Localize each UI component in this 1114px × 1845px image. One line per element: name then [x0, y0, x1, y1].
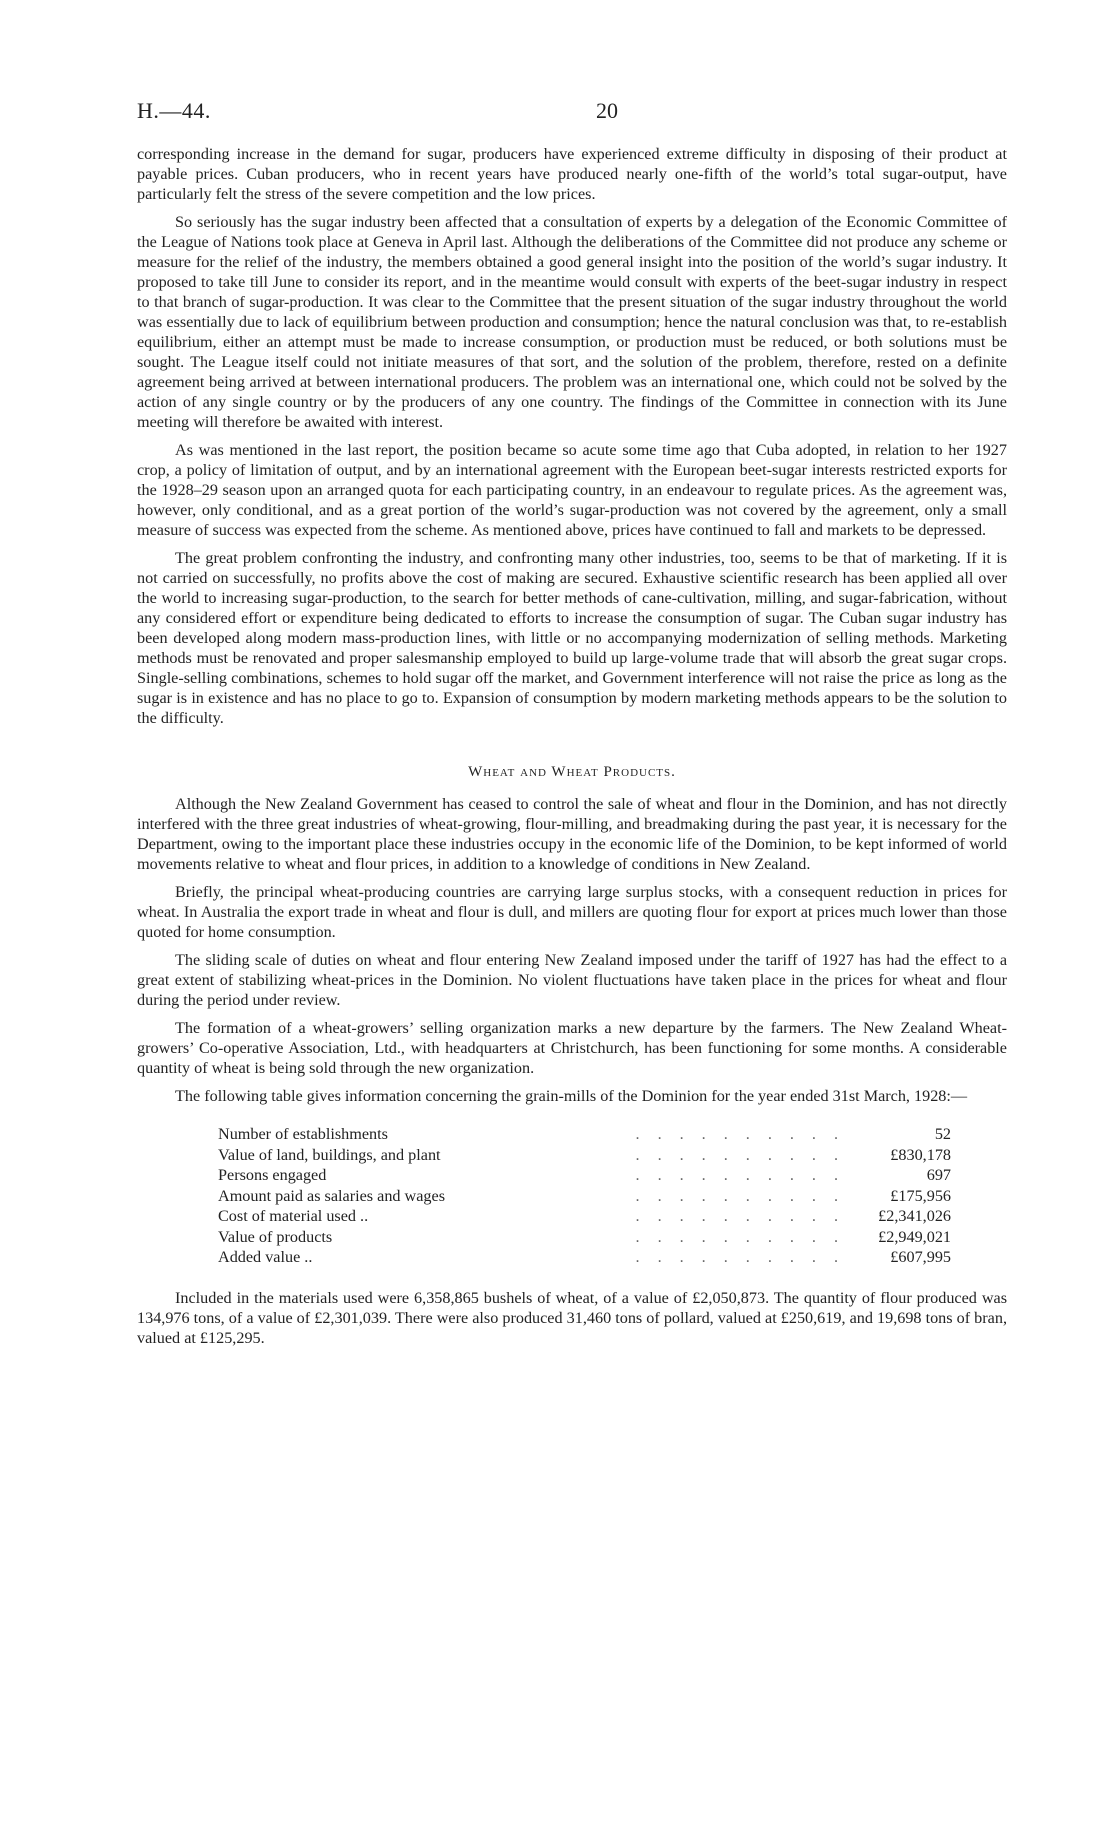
page-body: [137, 144, 1007, 1356]
dot-leader: ..........: [635, 1227, 856, 1246]
paragraph: As was mentioned in the last report, the position became so acute some time ago that Cuba adopted, in relation to her 1927 crop, a policy of limitation of output, and by an international agreement with the European beet-sugar interests restricted exports for the 1928–29 season upon an arranged quota for each participating country, in an endeavour to regulate prices. As the agreement was, however, only conditional, and as a great portion of the world’s sugar-production was not covered by the agreement, only a small measure of success was expected from the scheme. As mentioned above, prices have continued to fall and markets to be depressed.: [137, 441, 1007, 539]
paragraph-continuation: corresponding increase in the demand for sugar, producers have experienced extreme difficulty in disposing of their product at payable prices. Cuban producers, who in recent years have produced nearly one-fifth of the world’s total sugar-output, have particularly felt the stress of the severe competition and the low prices.: [137, 145, 1007, 203]
stat-value: £830,178: [890, 1145, 951, 1164]
paragraph: Although the New Zealand Government has ceased to control the sale of wheat and flour in the Dominion, and has not directly interfered with the three great industries of wheat-growing, flour-milling, and breadmaking during the past year, it is necessary for the Department, owing to the important place these industries occupy in the economic life of the Dominion, to be kept informed of world movements relative to wheat and flour prices, in addition to a knowledge of conditions in New Zealand.: [137, 795, 1007, 873]
paragraph: The formation of a wheat-growers’ selling organization marks a new departure by the farmers. The New Zealand Wheat-growers’ Co-operative Association, Ltd., with headquarters at Christchurch, has been functioning for some months. A considerable quantity of wheat is being sold through the new organization.: [137, 1019, 1007, 1077]
table-row: [218, 1124, 951, 1145]
paragraph: So seriously has the sugar industry been affected that a consultation of experts by a delegation of the Economic Committee of the League of Nations took place at Geneva in April last. Although the deliberations of the Committee did not produce any scheme or measure for the relief of the industry, the members obtained a good general insight into the position of the world’s sugar industry. It proposed to take till June to consider its report, and in the meantime would consult with experts of the beet-sugar industry in respect to that branch of sugar-production. It was clear to the Committee that the present situation of the sugar industry throughout the world was essentially due to lack of equilibrium between production and consumption; hence the natural conclusion was that, to re-establish equilibrium, either an attempt must be made to increase consumption, or production must be reduced, or both solutions must be sought. The League itself could not initiate measures of that sort, and the solution of the problem, therefore, rested on a definite agreement being arrived at between international producers. The problem was an international one, which could not be solved by the action of any single country or by the producers of any one country. The findings of the Committee in connection with its June meeting will therefore be awaited with interest.: [137, 213, 1007, 431]
table-row: [218, 1165, 951, 1186]
table-row: [218, 1206, 951, 1227]
stat-value: 52: [934, 1125, 951, 1143]
paragraph: The great problem confronting the industry, and confronting many other industries, too, seems to be that of marketing. If it is not carried on successfully, no profits above the cost of making are secured. Exhaustive scientific research has been applied all over the world to increasing sugar-production, to the search for better methods of cane-cultivation, milling, and sugar-fabrication, without any considered effort or expenditure being dedicated to efforts to increase the consumption of sugar. The Cuban sugar industry has been developed along modern mass-production lines, with little or no accompanying modernization of selling methods. Marketing methods must be renovated and proper salesmanship employed to build up large-volume trade that will absorb the great sugar crops. Single-selling combinations, schemes to hold sugar off the market, and Government interference will not raise the price as long as the sugar is in existence and has no place to go to. Expansion of consumption by modern marketing methods appears to be the solution to the difficulty.: [137, 549, 1007, 727]
section-heading: Wheat and Wheat Products.: [468, 764, 676, 780]
dot-leader: ..........: [635, 1207, 856, 1225]
table-row: [218, 1186, 951, 1207]
grain-mills-statistics-table: [218, 1124, 951, 1268]
table-row: [218, 1145, 951, 1166]
stat-label: Value of land, buildings, and plant: [218, 1145, 445, 1165]
table-row: [218, 1247, 951, 1268]
stat-label: Value of products: [218, 1227, 336, 1247]
stat-label: Amount paid as salaries and wages: [218, 1186, 449, 1206]
stat-value: 697: [926, 1166, 951, 1184]
dot-leader: ..........: [635, 1186, 856, 1205]
paragraph: The sliding scale of duties on wheat and flour entering New Zealand imposed under the tariff of 1927 has had the effect to a great extent of stabilizing wheat-prices in the Dominion. No violent fluctuations have taken place in the prices for wheat and flour during the period under review.: [137, 951, 1007, 1009]
stat-value: £607,995: [890, 1248, 951, 1266]
page-header: [137, 98, 1007, 128]
stat-label: Persons engaged: [218, 1165, 330, 1185]
table-row: [218, 1227, 951, 1248]
dot-leader: ..........: [635, 1125, 856, 1143]
paragraph: Included in the materials used were 6,358,865 bushels of wheat, of a value of £2,050,873. The quantity of flour produced was 134,976 tons, of a value of £2,301,039. There were also produced 31,460 tons of pollard, valued at £250,619, and 19,698 tons of bran, valued at £125,295.: [137, 1288, 1007, 1347]
stat-label: Added value ..: [218, 1247, 316, 1267]
document-reference: H.—44.: [137, 98, 211, 123]
stat-value: £175,956: [890, 1186, 951, 1205]
stat-label: Number of establishments: [218, 1124, 392, 1144]
dot-leader: ..........: [635, 1248, 856, 1266]
paragraph: The following table gives information concerning the grain-mills of the Dominion for the year ended 31st March, 1928:—: [175, 1087, 968, 1105]
page-number: 20: [596, 98, 618, 123]
stat-value: £2,341,026: [878, 1207, 951, 1225]
dot-leader: ..........: [635, 1145, 856, 1164]
stat-label: Cost of material used ..: [218, 1206, 372, 1226]
paragraph: Briefly, the principal wheat-producing countries are carrying large surplus stocks, with a consequent reduction in prices for wheat. In Australia the export trade in wheat and flour is dull, and millers are quoting flour for export at prices much lower than those quoted for home consumption.: [137, 883, 1007, 941]
dot-leader: ..........: [635, 1166, 856, 1184]
stat-value: £2,949,021: [878, 1227, 951, 1246]
